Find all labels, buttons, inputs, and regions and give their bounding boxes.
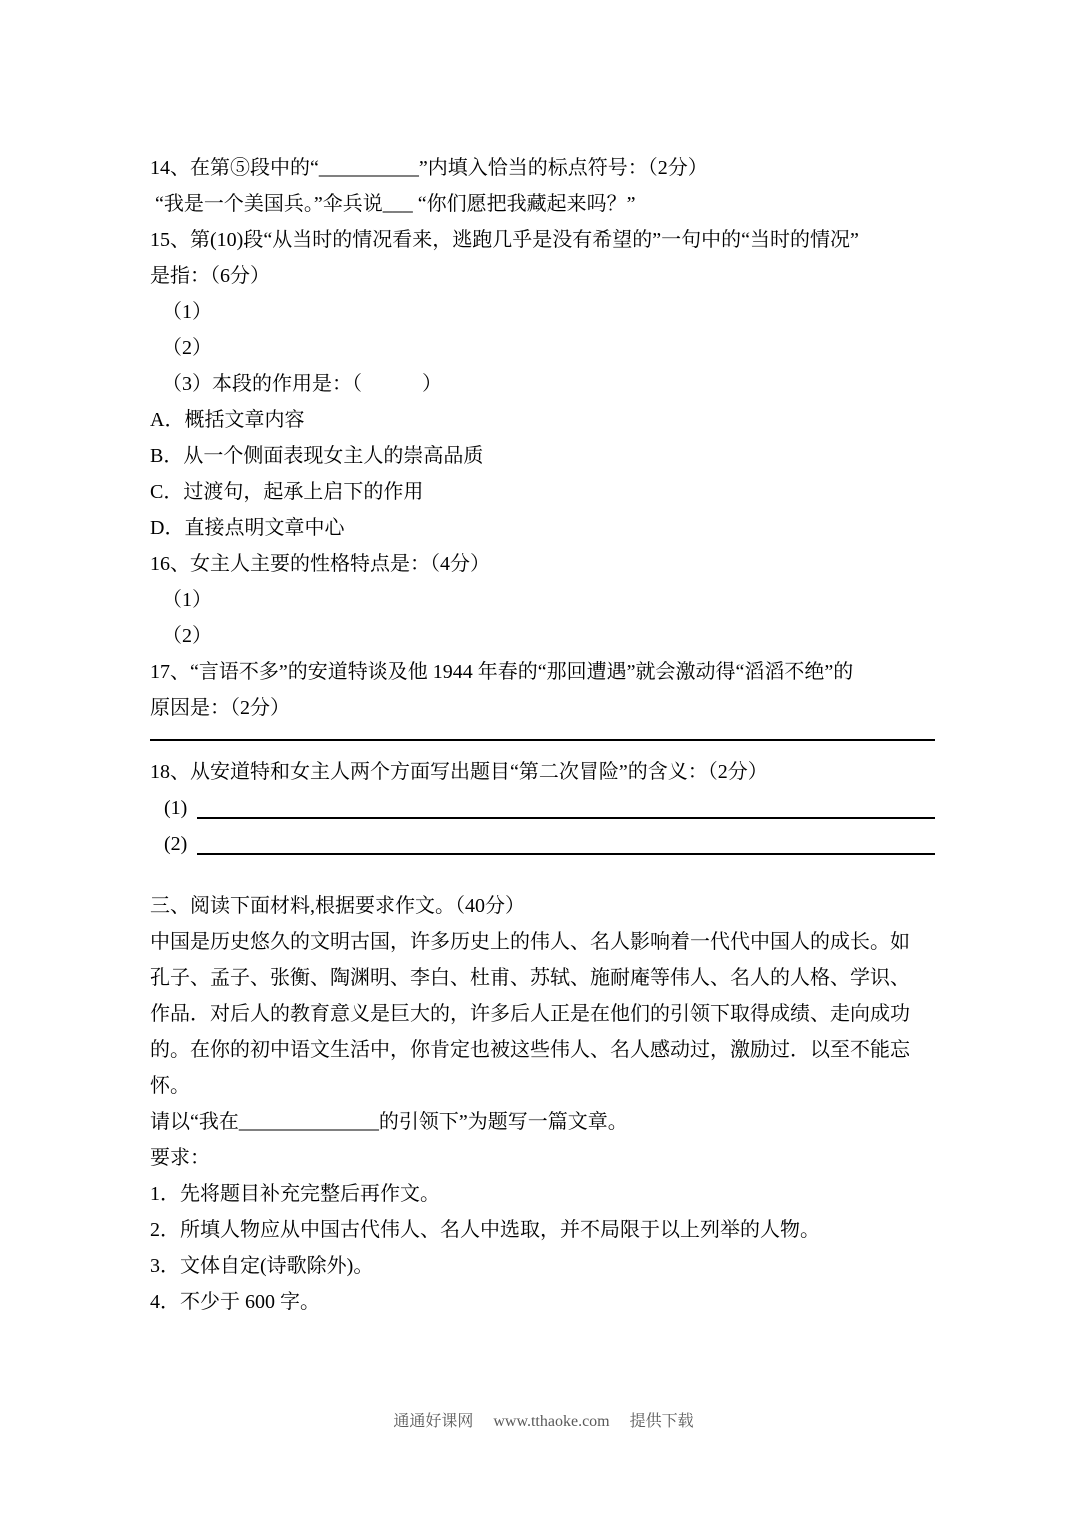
- question-18-answer-1-line: [197, 817, 935, 819]
- footer-note: 提供下载: [629, 1413, 694, 1430]
- question-15-subitem-3: （3）本段的作用是：（ ）: [162, 373, 442, 395]
- section-3-requirements-heading: 要求：: [150, 1147, 210, 1169]
- question-14-dialog: “我是一个美国兵。”伞兵说___ “你们愿把我藏起来吗？”: [150, 193, 636, 215]
- footer-site-name: 通通好课网: [393, 1413, 474, 1430]
- section-3-heading: 三、阅读下面材料,根据要求作文。（40分）: [150, 895, 525, 917]
- footer-url: www.tthaoke.com: [493, 1413, 610, 1430]
- page-footer: [0, 1408, 1087, 1431]
- question-14-stem: 14、在第⑤段中的“__________”内填入恰当的标点符号：（2分）: [150, 157, 708, 179]
- question-18-answer-row-1: [150, 790, 935, 826]
- section-3-paragraph-line4: 的。在你的初中语文生活中，你肯定也被这些伟人、名人感动过，激励过．以至不能忘: [150, 1039, 910, 1061]
- question-18-stem: 18、从安道特和女主人两个方面写出题目“第二次冒险”的含义：（2分）: [150, 761, 768, 783]
- question-17-stem-line1: 17、“言语不多”的安道特谈及他 1944 年春的“那回遭遇”就会激动得“滔滔不绝”的: [150, 661, 854, 683]
- section-3-paragraph-line2: 孔子、孟子、张衡、陶渊明、李白、杜甫、苏轼、施耐庵等伟人、名人的人格、学识、: [150, 967, 910, 989]
- question-15-stem-line1: 15、第(10)段“从当时的情况看来，逃跑几乎是没有希望的”一句中的“当时的情况”: [150, 229, 859, 251]
- question-16-stem: 16、女主人主要的性格特点是：（4分）: [150, 553, 490, 575]
- question-17-stem-line2: 原因是：（2分）: [150, 697, 290, 719]
- question-15-stem-line2: 是指：（6分）: [150, 265, 270, 287]
- section-3-paragraph-line3: 作品．对后人的教育意义是巨大的，许多后人正是在他们的引领下取得成绩、走向成功: [150, 1003, 910, 1025]
- question-17-answer-rule: [150, 739, 935, 741]
- section-3-requirement-4: 4．不少于 600 字。: [150, 1291, 320, 1313]
- question-18-answer-2-line: [197, 853, 935, 855]
- section-3-requirement-3: 3．文体自定(诗歌除外)。: [150, 1255, 374, 1277]
- section-3-requirement-1: 1．先将题目补充完整后再作文。: [150, 1183, 440, 1205]
- question-18-answer-row-2: [150, 826, 935, 862]
- question-15-option-a: A．概括文章内容: [150, 409, 305, 431]
- section-3-paragraph-line1: 中国是历史悠久的文明古国，许多历史上的伟人、名人影响着一代代中国人的成长。如: [150, 931, 910, 953]
- question-15-option-c: C．过渡句，起承上启下的作用: [150, 481, 424, 503]
- question-15-subitem-1: （1）: [162, 301, 212, 323]
- question-15-subitem-2: （2）: [162, 337, 212, 359]
- section-3-essay-title-line: 请以“我在______________的引领下”为题写一篇文章。: [150, 1111, 628, 1133]
- question-18-answer-2-label: (2): [164, 833, 188, 855]
- section-3-requirement-2: 2．所填人物应从中国古代伟人、名人中选取，并不局限于以上列举的人物。: [150, 1219, 820, 1241]
- question-18-answer-1-label: (1): [164, 797, 188, 819]
- question-15-option-b: B．从一个侧面表现女主人的崇高品质: [150, 445, 484, 467]
- question-15-option-d: D．直接点明文章中心: [150, 517, 345, 539]
- section-3-paragraph-line5: 怀。: [150, 1075, 190, 1097]
- question-16-subitem-2: （2）: [162, 625, 212, 647]
- question-16-subitem-1: （1）: [162, 589, 212, 611]
